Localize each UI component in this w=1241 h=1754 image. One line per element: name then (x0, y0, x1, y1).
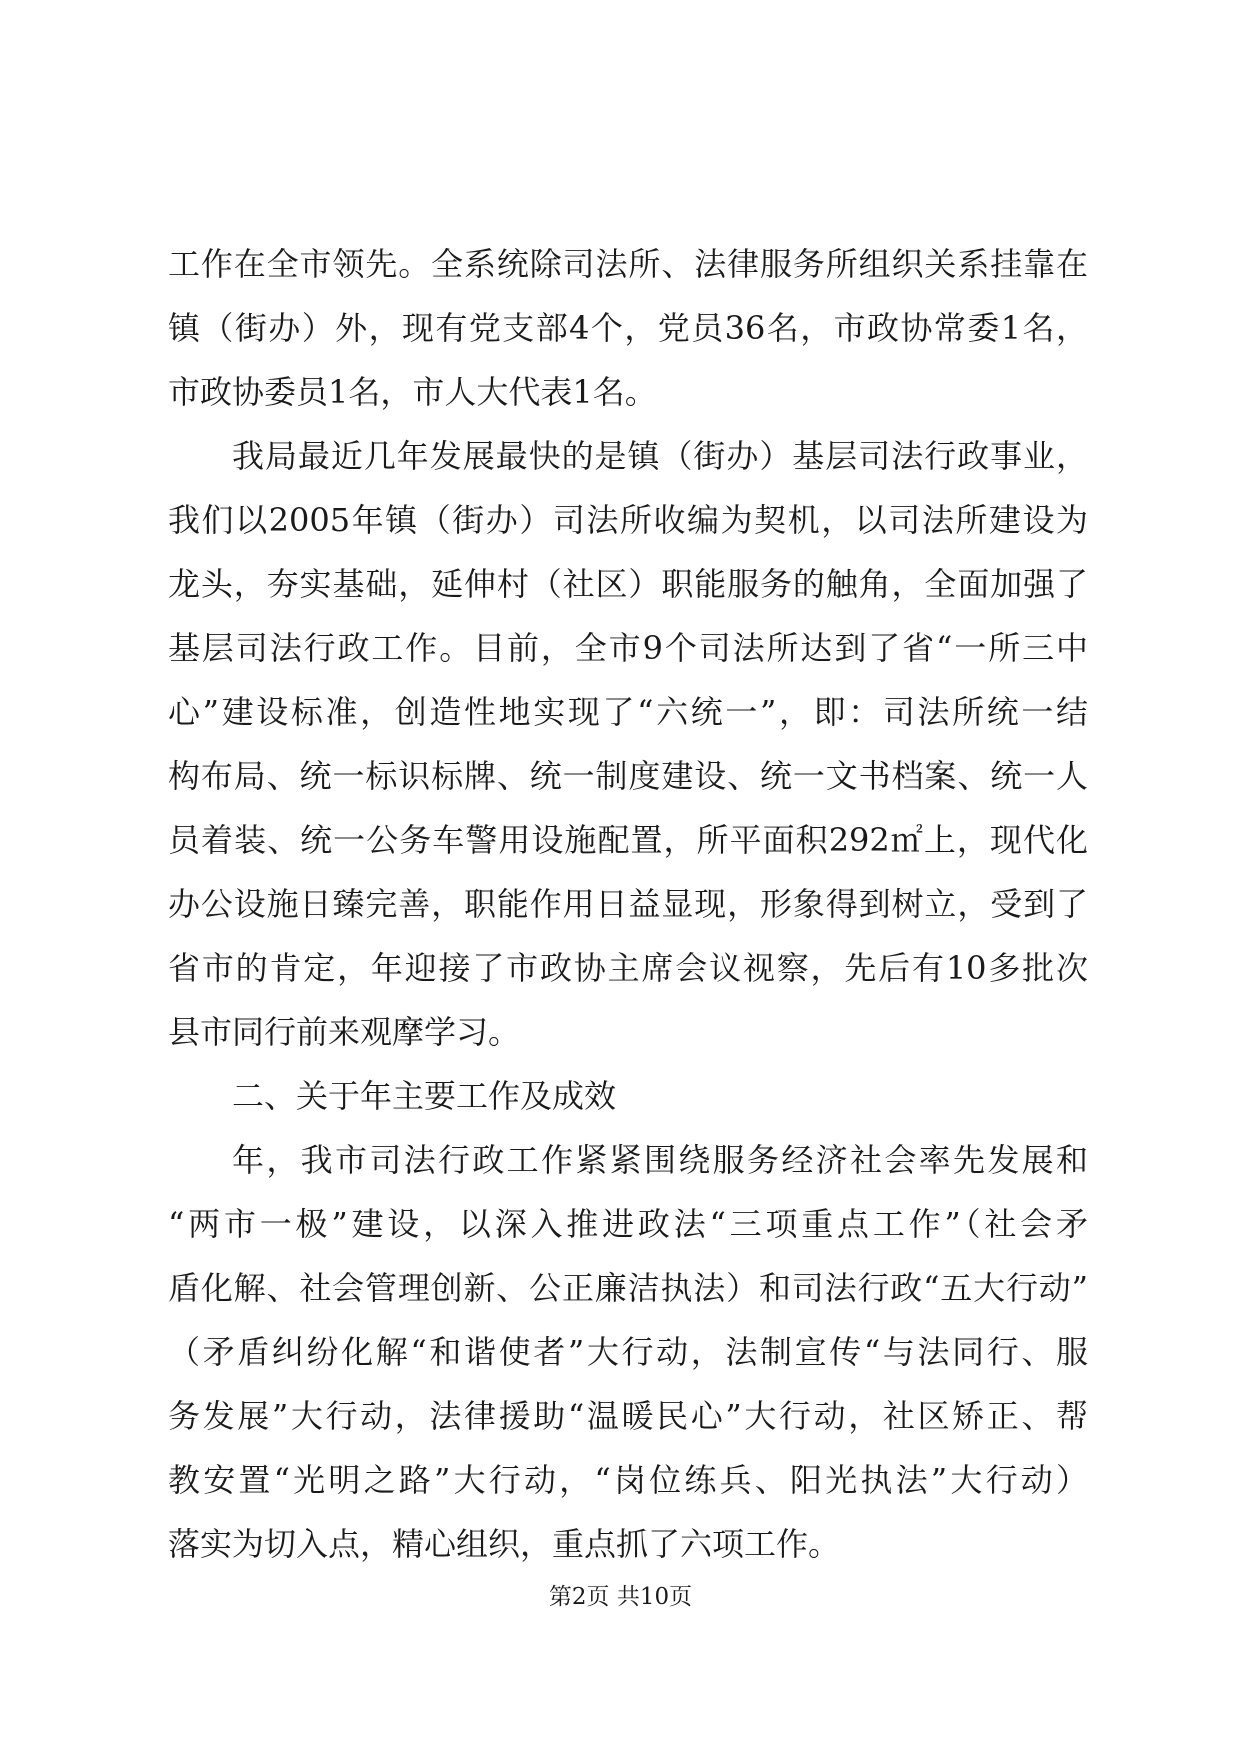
text-line: 市政协委员1名，市人大代表1名。 (168, 373, 657, 411)
text-line: （矛盾纠纷化解“和谐使者”大行动，法制宣传“与法同行、服 (168, 1333, 1088, 1371)
text-line: 员着装、统一公务车警用设施配置，所平面积292㎡上，现代化 (168, 821, 1088, 859)
text-line: 心”建设标准，创造性地实现了“六统一”，即：司法所统一结 (168, 693, 1088, 731)
document-body (168, 232, 1088, 1576)
text-line: 盾化解、社会管理创新、公正廉洁执法）和司法行政“五大行动” (168, 1269, 1088, 1307)
page-footer: 第2页 共10页 (548, 1584, 693, 1610)
text-line: 县市同行前来观摩学习。 (168, 1013, 521, 1051)
text-line: 办公设施日臻完善，职能作用日益显现，形象得到树立，受到了 (168, 885, 1088, 923)
text-line: 龙头，夯实基础，延伸村（社区）职能服务的触角，全面加强了 (168, 565, 1088, 603)
text-line: 镇（街办）外，现有党支部4个，党员36名，市政协常委1名， (168, 309, 1088, 347)
text-line: 基层司法行政工作。目前，全市9个司法所达到了省“一所三中 (168, 629, 1088, 667)
text-line: 省市的肯定，年迎接了市政协主席会议视察，先后有10多批次 (168, 949, 1088, 987)
text-line: “两市一极”建设，以深入推进政法“三项重点工作”（社会矛 (168, 1205, 1088, 1243)
text-line: 年，我市司法行政工作紧紧围绕服务经济社会率先发展和 (232, 1141, 1088, 1179)
text-line: 落实为切入点，精心组织，重点抓了六项工作。 (168, 1525, 841, 1563)
text-line: 务发展”大行动，法律援助“温暖民心”大行动，社区矫正、帮 (168, 1397, 1088, 1435)
text-line: 教安置“光明之路”大行动，“岗位练兵、阳光执法”大行动） (168, 1461, 1088, 1499)
text-line: 工作在全市领先。全系统除司法所、法律服务所组织关系挂靠在 (168, 245, 1088, 283)
text-line: 我们以2005年镇（街办）司法所收编为契机，以司法所建设为 (168, 501, 1088, 539)
text-line: 构布局、统一标识标牌、统一制度建设、统一文书档案、统一人 (168, 757, 1088, 795)
section-heading: 二、关于年主要工作及成效 (232, 1077, 617, 1115)
text-line: 我局最近几年发展最快的是镇（街办）基层司法行政事业， (232, 437, 1088, 475)
